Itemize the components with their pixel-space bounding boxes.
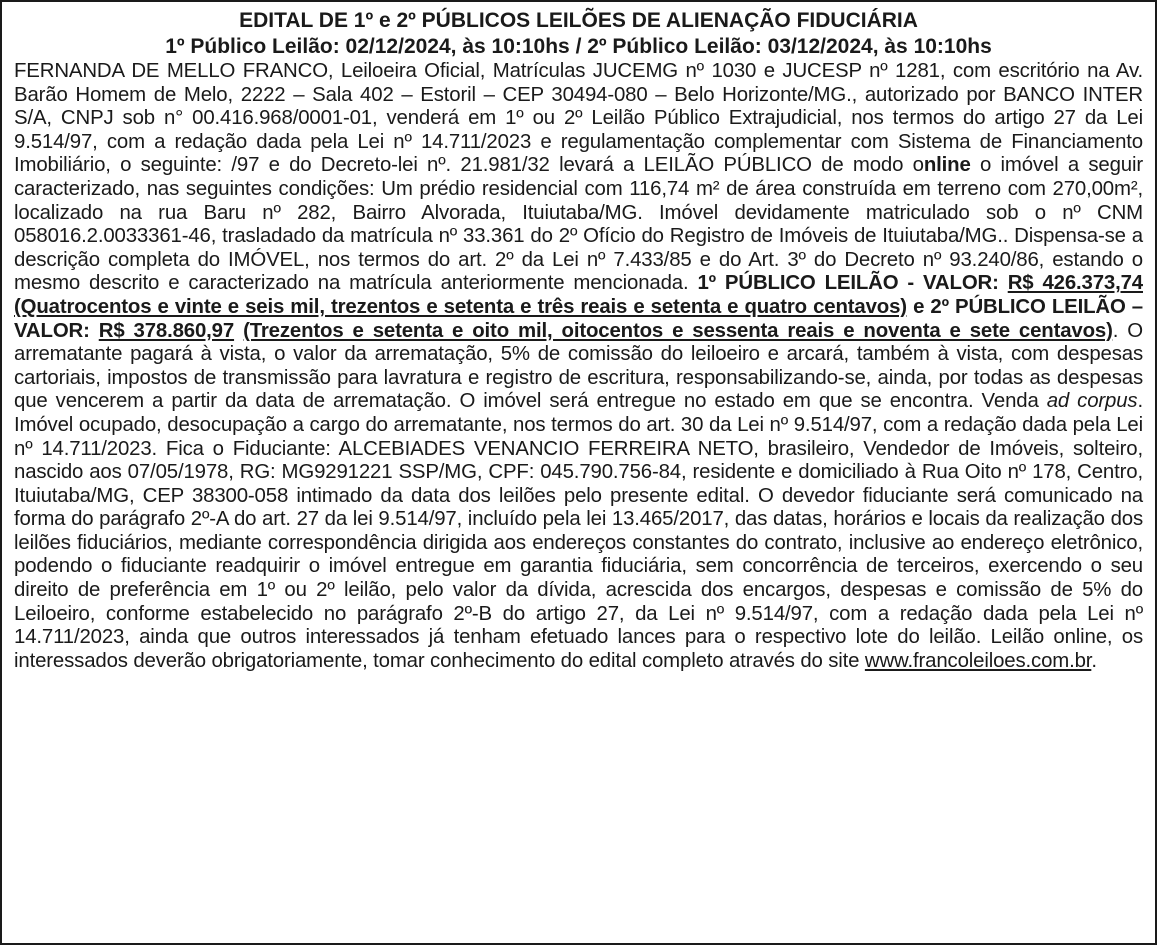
- first-auction-value-words: (Quatrocentos e vinte e seis mil, trezentos e setenta e três reais e setenta e quatro centavos): [14, 295, 907, 318]
- first-auction-value-label: 1º PÚBLICO LEILÃO - VALOR:: [697, 272, 999, 295]
- online-emphasis: nline: [923, 154, 971, 177]
- closing-period: .: [1091, 649, 1097, 672]
- fiduciary-terms: . Imóvel ocupado, desocupação a cargo do arrematante, nos termos do art. 30 da Lei nº 9.514/97, com a redação dada pela Lei nº 14.711/2023. Fica o Fiduciante: ALCEBIADES VENANCIO FERREIRA NETO, brasileiro, Vendedor de Imóveis, solteiro, nascido aos 07/05/1978, RG: MG9291221 SSP/MG, CPF: 045.790.756-84, residente e domiciliado à Rua Oito nº 178, Centro, Ituiutaba/MG, CEP 38300-058 intimado da data dos leilões pelo presente edital. O devedor fiduciante será comunicado na forma do parágrafo 2º-A do art. 27 da lei 9.514/97, incluído pela lei 13.465/2017, das datas, horários e locais da realização dos leilões fiduciários, mediante correspondência dirigida aos endereços constantes do contrato, inclusive ao endereço eletrônico, podendo o fiduciante readquirir o imóvel entregue em garantia fiduciária, sem concorrência de terceiros, exercendo o seu direito de preferência em 1º ou 2º leilão, pelo valor da dívida, acrescida dos encargos, despesas e comissão de 5% do Leiloeiro, conforme estabelecido no parágrafo 2º-B do artigo 27, da Lei nº 9.514/97, com a redação dada pela Lei nº 14.711/2023, ainda que outros interessados já tenham efetuado lances para o respectivo lote do leilão. Leilão online, os interessados deverão obrigatoriamente, tomar conhecimento do edital completo através do site: [14, 390, 1143, 672]
- second-auction-value-words: (Trezentos e setenta e oito mil, oitocentos e sessenta reais e noventa e sete centavos): [243, 319, 1113, 342]
- auction-dates: 1º Público Leilão: 02/12/2024, às 10:10hs / 2º Público Leilão: 03/12/2024, às 10:10hs: [165, 35, 992, 58]
- property-description: o imóvel a seguir caracterizado, nas seguintes condições: Um prédio residencial com 116,74 m² de área construída em terreno com 270,00m², localizado na rua Baru nº 282, Bairro Alvorada, Ituiutaba/MG. Imóvel devidamente matriculado sob o nº CNM 058016.2.0033361-46, trasladado da matrícula nº 33.361 do 2º Ofício do Registro de Imóveis de Ituiutaba/MG.. Dispensa-se a descrição completa do IMÓVEL, nos termos do art. 2º da Lei nº 7.433/85 e do Art. 3º do Decreto nº 93.240/86, estando o mesmo descrito e caracterizado na matrícula anteriormente mencionada.: [14, 154, 1143, 295]
- auctioneer-website-link[interactable]: www.francoleiloes.com.br: [864, 649, 1092, 672]
- ad-corpus-term: ad corpus: [1046, 390, 1138, 413]
- second-auction-value: R$ 378.860,97: [98, 319, 235, 342]
- body-intro: FERNANDA DE MELLO FRANCO, Leiloeira Oficial, Matrículas JUCEMG nº 1030 e JUCESP nº 1281, com escritório na Av. Barão Homem de Melo, 2222 – Sala 402 – Estoril – CEP 30494-080 – Belo Horizonte/MG., autorizado por BANCO INTER S/A, CNPJ sob n° 00.416.968/0001-01, venderá em 1º ou 2º Leilão Público Extrajudicial, nos termos do artigo 27 da Lei 9.514/97, com a redação dada pela Lei nº 14.711/2023 e regulamentação complementar com Sistema de Financiamento Imobiliário, o seguinte: /97 e do Decreto-lei nº. 21.981/32 levará a LEILÃO PÚBLICO de modo o: [14, 60, 1143, 177]
- second-auction-value-label: 2º PÚBLICO LEILÃO – VALOR:: [14, 295, 1143, 342]
- notice-body: [14, 60, 1143, 673]
- value-connector: e: [906, 295, 931, 318]
- payment-terms: . O arrematante pagará à vista, o valor da arrematação, 5% de comissão do leiloeiro e arcará, também à vista, com despesas cartoriais, impostos de transmissão para lavratura e registro de escritura, responsabilizando-se, ainda, por todas as despesas que vencerem a partir da data de arrematação. O imóvel será entregue no estado em que se encontra. Venda: [14, 319, 1143, 413]
- first-auction-value: R$ 426.373,74: [1007, 272, 1143, 295]
- notice-title: EDITAL DE 1º e 2º PÚBLICOS LEILÕES DE ALIENAÇÃO FIDUCIÁRIA: [239, 9, 918, 32]
